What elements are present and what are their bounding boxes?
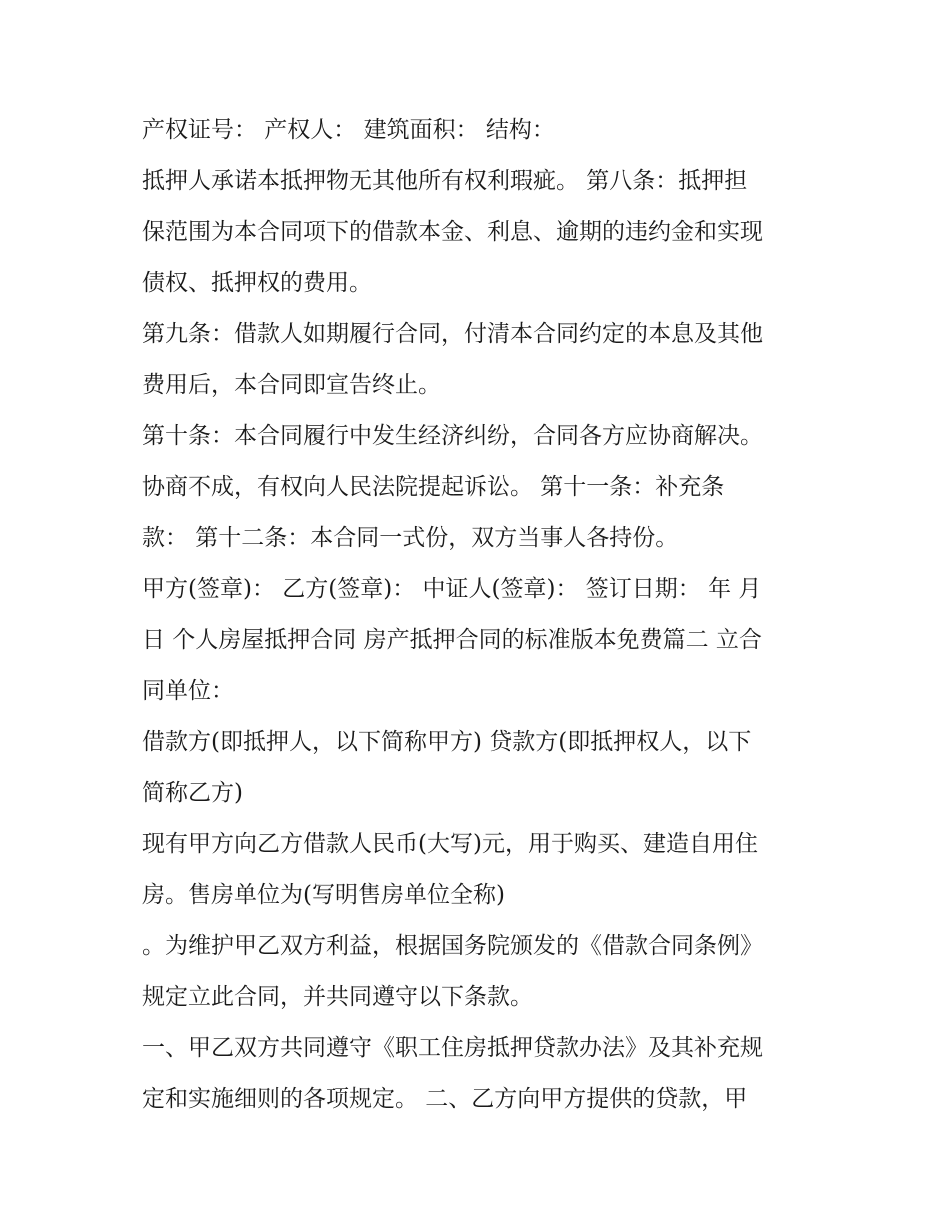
text-line: 第十条：本合同履行中发生经济纠纷，合同各方应协商解决。	[142, 423, 763, 449]
text-line: 债权、抵押权的费用。	[142, 270, 372, 296]
text-line: 同单位：	[142, 678, 234, 704]
text-line: 产权证号： 产权人： 建筑面积： 结构：	[142, 117, 555, 143]
text-line: 定和实施细则的各项规定。 二、乙方向甲方提供的贷款，甲	[142, 1086, 748, 1112]
text-line: 借款方(即抵押人，以下简称甲方) 贷款方(即抵押权人，以下	[142, 729, 752, 755]
text-line: 保范围为本合同项下的借款本金、利息、逾期的违约金和实现	[142, 219, 763, 245]
text-line: 房。售房单位为(写明售房单位全称)	[142, 882, 505, 908]
text-line: 。为维护甲乙双方利益，根据国务院颁发的《借款合同条例》	[142, 933, 763, 959]
text-line: 抵押人承诺本抵押物无其他所有权利瑕疵。 第八条：抵押担	[142, 168, 748, 194]
text-line: 款： 第十二条：本合同一式份，双方当事人各持份。	[142, 525, 679, 551]
text-line: 一、甲乙双方共同遵守《职工住房抵押贷款办法》及其补充规	[142, 1035, 763, 1061]
text-line: 甲方(签章)： 乙方(签章)： 中证人(签章)： 签订日期： 年 月	[142, 576, 762, 602]
text-line: 第九条：借款人如期履行合同，付清本合同约定的本息及其他	[142, 321, 763, 347]
text-line: 现有甲方向乙方借款人民币(大写)元，用于购买、建造自用住	[142, 831, 758, 857]
text-line: 协商不成，有权向人民法院提起诉讼。 第十一条：补充条	[142, 474, 725, 500]
text-line: 费用后，本合同即宣告终止。	[142, 372, 441, 398]
text-line: 简称乙方)	[142, 780, 243, 806]
contract-body-text	[142, 105, 822, 1125]
text-line: 日 个人房屋抵押合同 房产抵押合同的标准版本免费篇二 立合	[142, 627, 762, 653]
text-line: 规定立此合同，并共同遵守以下条款。	[142, 984, 533, 1010]
